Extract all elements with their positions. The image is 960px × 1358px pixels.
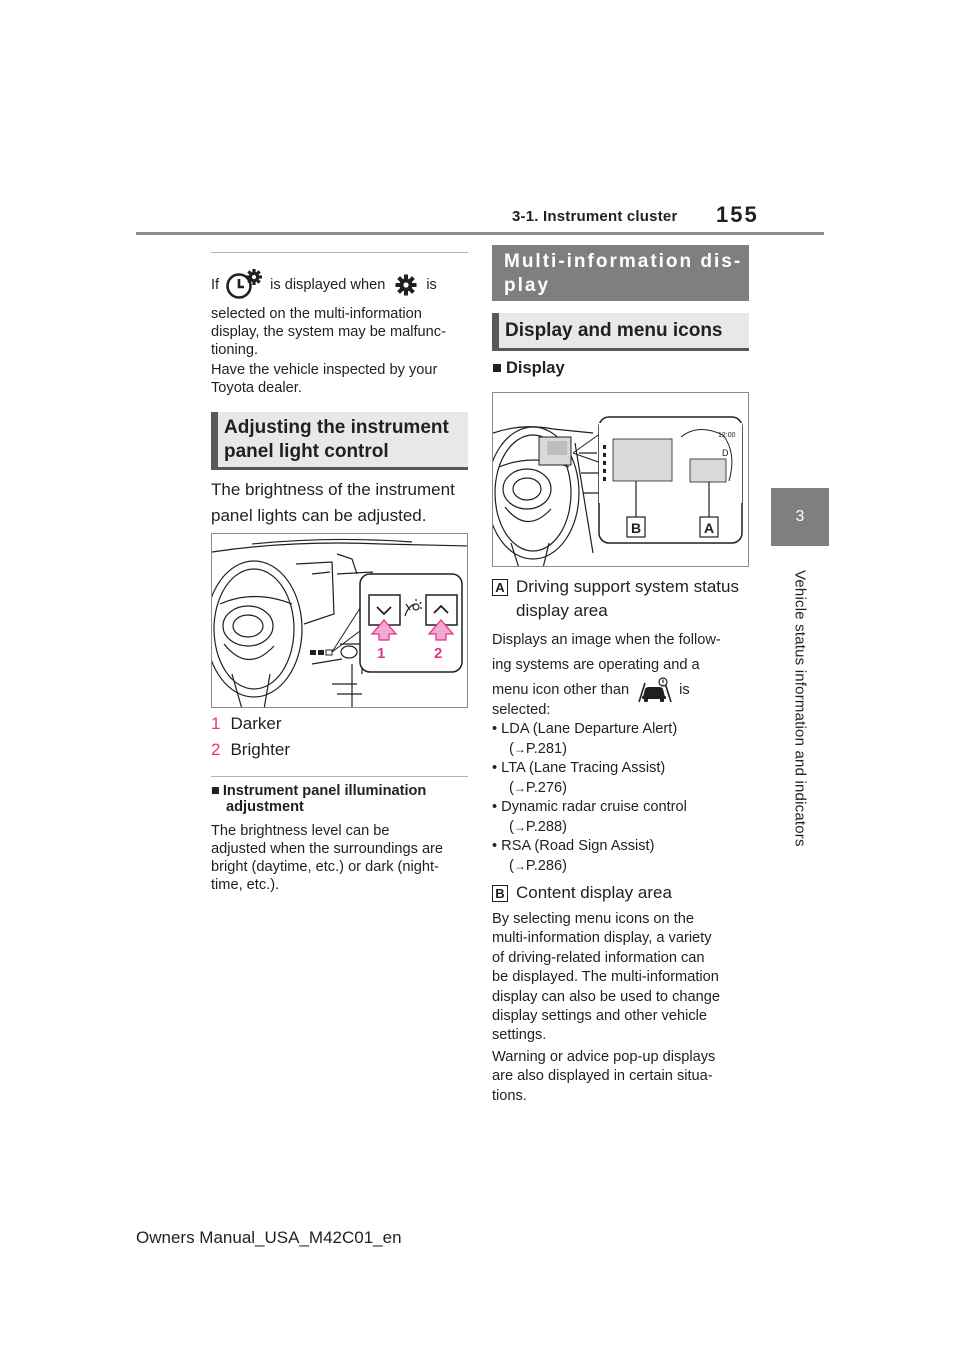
intro-line-1 bbox=[211, 268, 471, 302]
area-b-line: be displayed. The multi-information bbox=[492, 969, 719, 986]
subheading-line2: adjustment bbox=[226, 799, 304, 815]
multi-info-display-illustration bbox=[492, 392, 749, 567]
list-item-brighter bbox=[211, 737, 471, 763]
chapter-title bbox=[770, 553, 830, 863]
area-b-description bbox=[492, 910, 756, 1046]
illus-callout-2: 2 bbox=[434, 645, 443, 662]
intro-line-6: Toyota dealer. bbox=[211, 380, 302, 396]
adjusting-heading bbox=[211, 412, 468, 470]
area-b-tag: B bbox=[492, 885, 508, 902]
area-b-line: settings. bbox=[492, 1027, 547, 1044]
adjusting-heading-line2: panel light control bbox=[224, 441, 389, 462]
chapter-number: 3 bbox=[795, 508, 805, 525]
page-reference[interactable]: P.288 bbox=[525, 818, 563, 835]
intro-text-displayed-when: is displayed when bbox=[270, 277, 386, 293]
system-name: RSA (Road Sign Assist) bbox=[501, 838, 655, 854]
system-name: LTA (Lane Tracing Assist) bbox=[501, 760, 666, 776]
adjusting-body-line1: The brightness of the instrument bbox=[211, 480, 455, 499]
system-name: LDA (Lane Departure Alert) bbox=[501, 721, 678, 737]
intro-line-2: selected on the multi-information bbox=[211, 306, 422, 322]
illumination-line: time, etc.). bbox=[211, 877, 280, 893]
area-a-tag: A bbox=[492, 579, 508, 596]
display-label: ■ Display bbox=[492, 359, 565, 377]
area-b-title bbox=[492, 881, 754, 905]
item-label: Brighter bbox=[230, 740, 290, 759]
multi-info-heading-line2: play bbox=[504, 275, 551, 296]
area-a-desc-line3 bbox=[492, 677, 756, 703]
page-reference[interactable]: P.281 bbox=[525, 740, 563, 757]
area-b-line: of driving-related information can bbox=[492, 949, 705, 966]
area-b-line: By selecting menu icons on the bbox=[492, 911, 694, 927]
section-title: 3-1. Instrument cluster bbox=[512, 208, 678, 225]
illus-label-a: A bbox=[704, 520, 715, 536]
brightness-items-list bbox=[211, 711, 471, 763]
chapter-title-text: Vehicle status information and indicators bbox=[791, 569, 809, 847]
system-name: Dynamic radar cruise control bbox=[501, 799, 687, 815]
list-item-darker bbox=[211, 711, 471, 737]
brightness-illustration-drawing bbox=[212, 534, 468, 708]
intro-line-5: Have the vehicle inspected by your bbox=[211, 362, 438, 378]
intro-line-3: display, the system may be malfunc- bbox=[211, 324, 446, 340]
illus-callout-1: 1 bbox=[377, 645, 386, 662]
adjusting-body bbox=[211, 477, 473, 529]
item-number: 2 bbox=[211, 740, 221, 759]
illus-gear: D bbox=[722, 448, 729, 458]
intro-rule bbox=[211, 252, 468, 253]
clock-with-gear-icon bbox=[225, 269, 265, 301]
intro-line-4: tioning. bbox=[211, 342, 259, 358]
area-a-title bbox=[492, 575, 754, 623]
display-menu-icons-heading-text: Display and menu icons bbox=[505, 320, 723, 341]
area-a-desc-line1: Displays an image when the follow- bbox=[492, 632, 721, 648]
area-a-desc-line2: ing systems are operating and a bbox=[492, 656, 700, 673]
multi-info-illustration-drawing bbox=[493, 393, 749, 567]
area-a-title-line1: Driving support system status bbox=[516, 577, 739, 596]
area-b-line: tions. bbox=[492, 1087, 527, 1104]
item-number: 1 bbox=[211, 714, 221, 733]
brightness-control-illustration bbox=[211, 533, 468, 708]
illus-clock: 12:00 bbox=[718, 432, 736, 439]
adjusting-heading-line1: Adjusting the instrument bbox=[224, 417, 449, 438]
display-label-text: Display bbox=[505, 359, 565, 377]
intro-paragraph bbox=[211, 305, 473, 359]
area-b-line: display can also be used to change bbox=[492, 988, 720, 1005]
area-b-line: are also displayed in certain situa- bbox=[492, 1068, 713, 1085]
area-a-description bbox=[492, 628, 756, 703]
subsection-rule bbox=[211, 776, 468, 777]
gear-icon bbox=[394, 273, 418, 297]
area-a-title-line2: display area bbox=[516, 601, 608, 620]
page-reference[interactable]: P.286 bbox=[525, 857, 563, 874]
list-item: • LDA (Lane Departure Alert) (→P.281) bbox=[492, 721, 678, 757]
page-reference[interactable]: P.276 bbox=[525, 779, 563, 796]
intro-text-if: If bbox=[211, 277, 220, 293]
display-menu-icons-heading bbox=[492, 313, 749, 351]
adjusting-body-line2: panel lights can be adjusted. bbox=[211, 506, 427, 525]
item-label: Darker bbox=[230, 714, 282, 733]
illumination-subheading: ■ Instrument panel illumination adjustment bbox=[211, 783, 473, 815]
list-item: • RSA (Road Sign Assist) (→P.286) bbox=[492, 838, 655, 874]
illumination-line: bright (daytime, etc.) or dark (night- bbox=[211, 859, 439, 875]
multi-info-heading bbox=[492, 245, 749, 301]
list-item: • LTA (Lane Tracing Assist) (→P.276) bbox=[492, 760, 666, 796]
intro-text-is: is bbox=[426, 277, 437, 293]
area-a-desc-line4: selected: bbox=[492, 702, 551, 718]
header-rule bbox=[136, 232, 824, 235]
driving-support-car-icon bbox=[637, 677, 673, 703]
multi-info-heading-line1: Multi-information dis- bbox=[504, 251, 743, 272]
intro-paragraph-2 bbox=[211, 361, 473, 397]
area-b-title-text: Content display area bbox=[516, 883, 672, 902]
illus-label-b: B bbox=[631, 520, 642, 536]
area-a-systems-list bbox=[492, 701, 756, 876]
chapter-tab bbox=[771, 488, 829, 546]
area-b-line: display settings and other vehicle bbox=[492, 1008, 707, 1025]
illumination-body bbox=[211, 822, 475, 894]
illumination-line: adjusted when the surroundings are bbox=[211, 841, 444, 857]
area-b-line: multi-information display, a variety bbox=[492, 930, 712, 947]
area-a-desc-line3-a: menu icon other than bbox=[492, 681, 630, 698]
list-item: • Dynamic radar cruise control (→P.288) bbox=[492, 799, 687, 835]
footer-doc-id: Owners Manual_USA_M42C01_en bbox=[136, 1228, 402, 1247]
page-number: 155 bbox=[716, 202, 759, 227]
illumination-line: The brightness level can be bbox=[211, 823, 390, 839]
subheading-line1: Instrument panel illumination bbox=[222, 783, 427, 799]
area-b-description-2 bbox=[492, 1048, 756, 1106]
area-b-line: Warning or advice pop-up displays bbox=[492, 1049, 716, 1065]
area-a-desc-line3-b: is bbox=[679, 681, 690, 698]
